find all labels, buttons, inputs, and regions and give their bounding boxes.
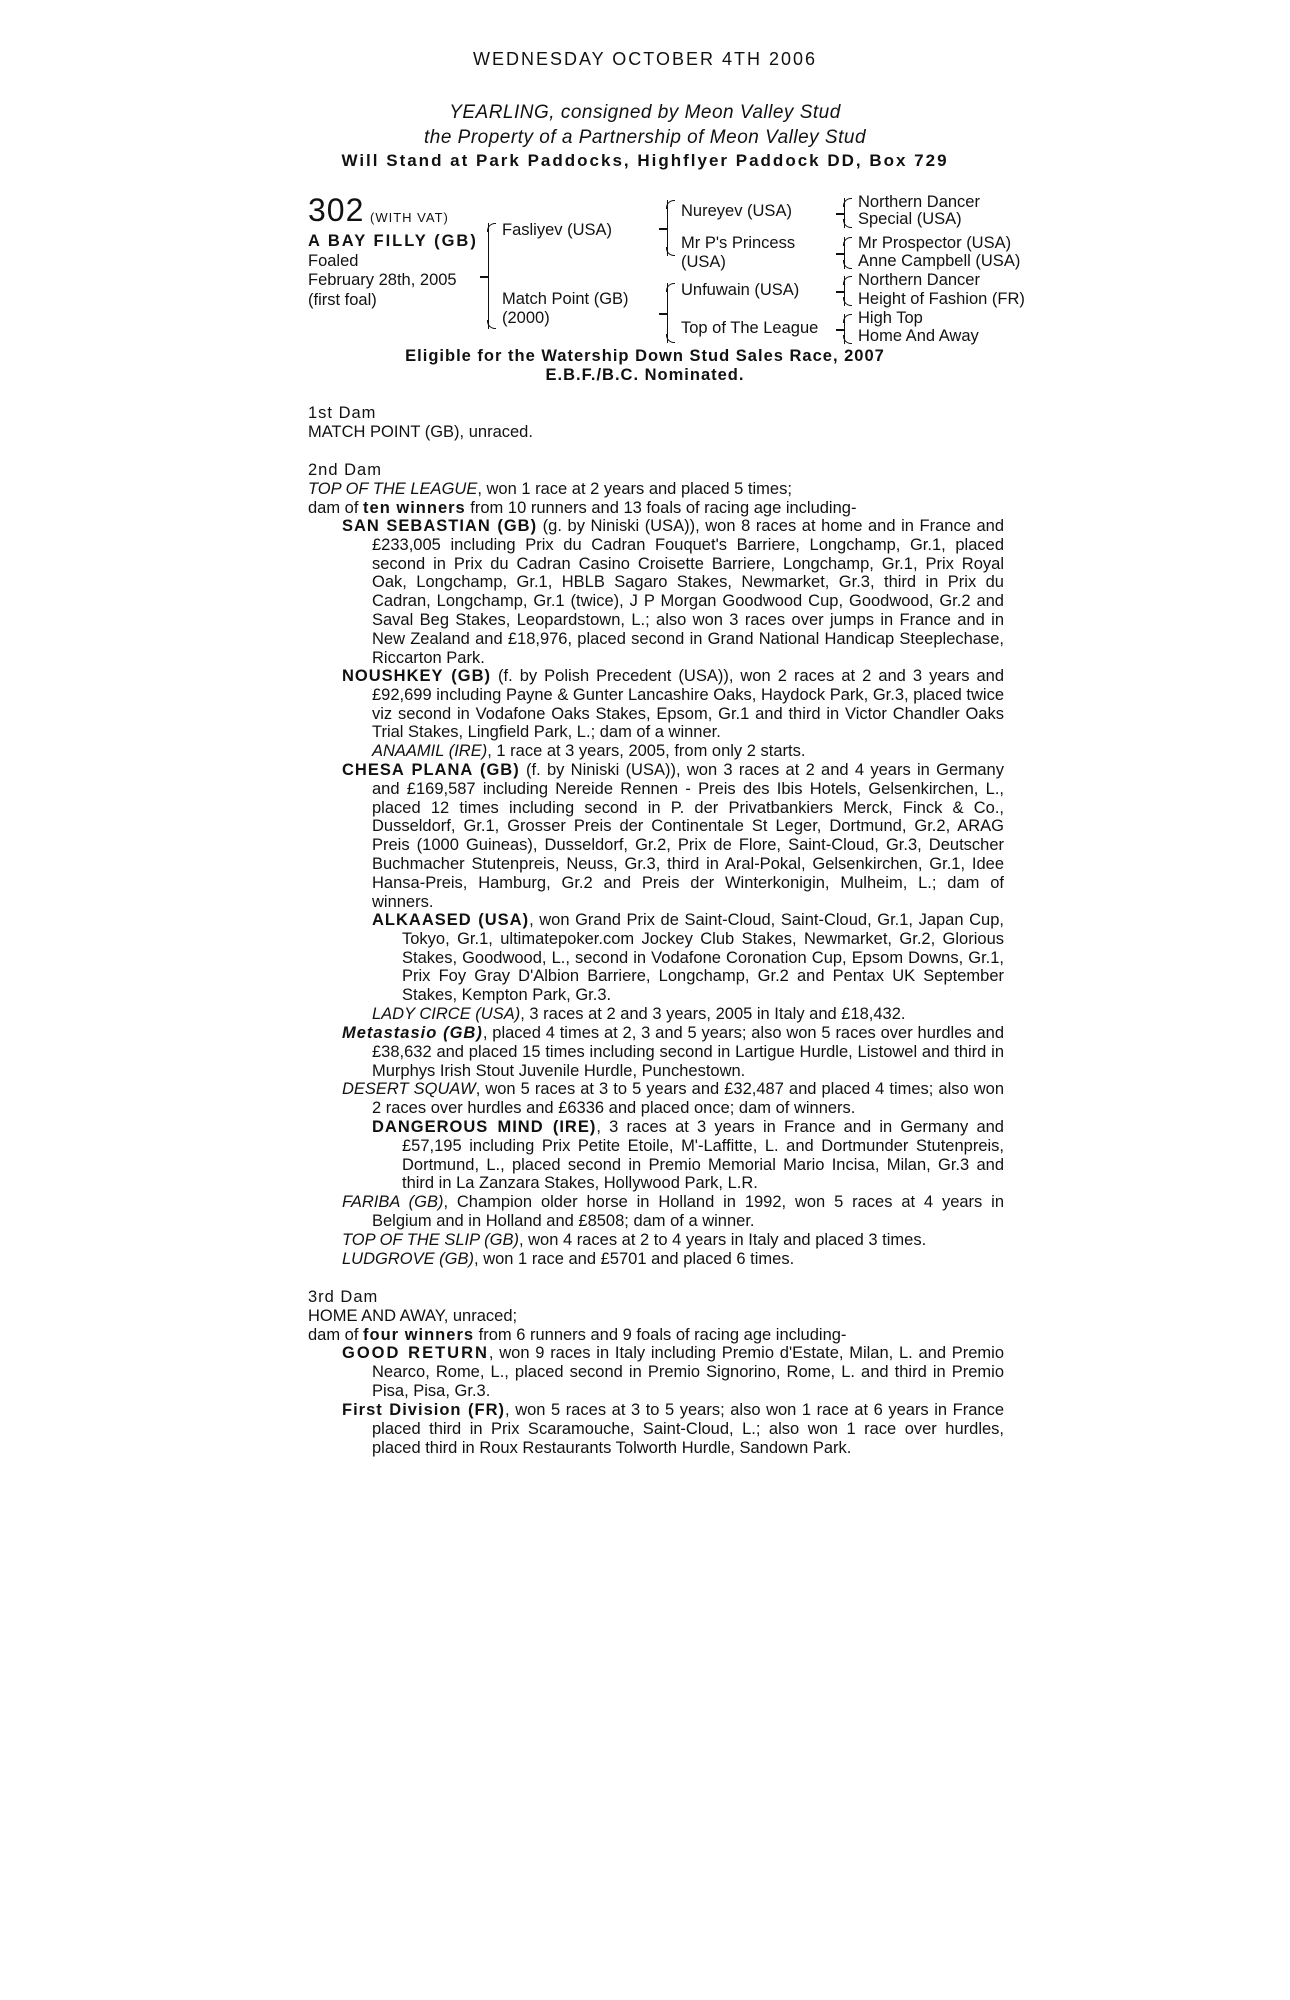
pedigree-sire-dam: Mr P's Princess: [681, 234, 796, 252]
lot-number: 302: [308, 192, 365, 228]
entry-metastasio: [342, 1024, 1004, 1080]
vat-note: (WITH VAT): [370, 210, 449, 225]
stand-location: Will Stand at Park Paddocks, Highflyer Paddock DD, Box 729: [341, 151, 949, 170]
second-dam-name: TOP OF THE LEAGUE: [308, 480, 478, 498]
entry-text: , won 1 race and £5701 and placed 6 times.: [474, 1250, 795, 1268]
entry-chesa-plana: [342, 761, 1004, 911]
entry-top-of-the-slip: [342, 1231, 926, 1250]
entry-text: (g. by Niniski (USA)), won 8 races at home and in France and £233,005 including Prix du Cadran Fouquet's Barriere, Longchamp, Gr.1, placed second in Prix du Cadran Casino Croisette Barriere, Longchamp, Gr.1, Prix Royal Oak, Longchamp, Gr.1, HBLB Sagaro Stakes, Newmarket, Gr.3, third in Prix du Cadran, Longchamp, Gr.1 (twice), J P Morgan Goodwood Cup, Goodwood, Gr.2 and Saval Beg Stakes, Leopardstown, L.; also won 3 races over jumps in France and in New Zealand and £18,976, placed second in Grand National Handicap Steeplechase, Riccarton Park.: [372, 517, 1004, 667]
winners-count: four winners: [363, 1326, 475, 1344]
pedigree-dam-year: (2000): [502, 309, 550, 327]
entry-noushkey: [342, 667, 1004, 742]
entry-name: NOUSHKEY (GB): [342, 667, 491, 685]
pedigree-ssd: Special (USA): [858, 210, 962, 228]
entry-text: , won 4 races at 2 to 4 years in Italy and placed 3 times.: [518, 1231, 927, 1249]
foaled-label: Foaled: [308, 252, 359, 270]
entry-name: CHESA PLANA (GB): [342, 761, 520, 779]
second-dam-produce: [308, 499, 856, 518]
foaled-date: February 28th, 2005: [308, 271, 457, 289]
pedigree-dss: Northern Dancer: [858, 271, 980, 289]
produce-prefix: dam of: [308, 1326, 364, 1344]
entry-san-sebastian: [342, 517, 1004, 667]
pedigree-brace-1: [488, 223, 489, 329]
pedigree-sss: Northern Dancer: [858, 193, 980, 211]
pedigree-dam-sire: Unfuwain (USA): [681, 281, 800, 299]
nomination-line: E.B.F./B.C. Nominated.: [545, 366, 745, 384]
produce-suffix: from 6 runners and 9 foals of racing age including-: [474, 1326, 847, 1344]
entry-name: TOP OF THE SLIP (GB): [342, 1231, 519, 1249]
entry-name: DESERT SQUAW: [342, 1080, 476, 1098]
second-dam-intro: [308, 480, 792, 499]
entry-name: First Division (FR): [342, 1401, 506, 1419]
pedigree-brace-3a: [844, 198, 845, 228]
pedigree-brace-dam: [667, 283, 668, 343]
foal-note: (first foal): [308, 291, 377, 309]
entry-alkaased: [372, 911, 1004, 1005]
pedigree-sire-sire: Nureyev (USA): [681, 202, 792, 220]
pedigree-brace-3d: [844, 314, 845, 344]
second-dam-record: , won 1 race at 2 years and placed 5 times;: [477, 480, 792, 498]
third-dam-produce: [308, 1326, 846, 1345]
entry-first-division: [342, 1401, 1004, 1457]
entry-text: , won Grand Prix de Saint-Cloud, Saint-Cloud, Gr.1, Japan Cup, Tokyo, Gr.1, ultimatepoker.com Jockey Club Stakes, Newmarket, Gr.2, Glorious Stakes, Goodwood, L., second in Vodafone Coronation Cup, Epsom Downs, Gr.1, Prix Foy Gray D'Albion Barriere, Longchamp, Gr.2 and Pentax UK September Stakes, Kempton Park, Gr.3.: [402, 911, 1004, 1005]
entry-name: Metastasio (GB): [342, 1024, 483, 1042]
first-dam-text: MATCH POINT (GB), unraced.: [308, 423, 533, 441]
entry-name: LUDGROVE (GB): [342, 1250, 475, 1268]
pedigree-sire-dam-2: (USA): [681, 253, 726, 271]
pedigree-sdd: Anne Campbell (USA): [858, 252, 1021, 270]
entry-anaamil: [372, 742, 805, 761]
first-dam-heading: 1st Dam: [308, 404, 377, 422]
pedigree-ddd: Home And Away: [858, 327, 979, 345]
entry-dangerous-mind: [372, 1118, 1004, 1193]
pedigree-brace-sire: [667, 200, 668, 256]
entry-text: (f. by Niniski (USA)), won 3 races at 2 and 4 years in Germany and £169,587 including Nereide Rennen - Preis des Ibis Hotels, Gelsenkirchen, L., placed 12 times including second in P. der Privatbankiers Merck, Finck & Co., Dusseldorf, Gr.1, Grosser Preis der Continentale St Leger, Dortmund, Gr.2, ARAG Preis (1000 Guineas), Dusseldorf, Gr.2, Prix de Flore, Saint-Cloud, Gr.3, Deutscher Buchmacher Stutenpreis, Neuss, Gr.3, third in Aral-Pokal, Gelsenkirchen, Gr.1, Idee Hansa-Preis, Hamburg, Gr.2 and Preis der Winterkonigin, Mulheim, L.; dam of winners.: [372, 761, 1004, 911]
second-dam-heading: 2nd Dam: [308, 461, 382, 479]
consignor-line: YEARLING, consigned by Meon Valley Stud: [449, 102, 841, 123]
entry-desert-squaw: [342, 1080, 1004, 1118]
entry-name: LADY CIRCE (USA): [372, 1005, 521, 1023]
entry-ludgrove: [342, 1250, 794, 1269]
third-dam-intro: HOME AND AWAY, unraced;: [308, 1307, 518, 1325]
entry-text: , won 5 races at 3 to 5 years and £32,487 and placed 4 times; also won 2 races over hurdles and £6336 and placed once; dam of winners.: [372, 1080, 1005, 1117]
pedigree-sds: Mr Prospector (USA): [858, 234, 1012, 252]
pedigree-brace-3c: [844, 276, 845, 306]
property-line: the Property of a Partnership of Meon Valley Stud: [423, 127, 867, 148]
produce-prefix: dam of: [308, 499, 364, 517]
sale-date: WEDNESDAY OCTOBER 4TH 2006: [472, 49, 818, 69]
entry-text: , Champion older horse in Holland in 1992, won 5 races at 4 years in Belgium and in Holland and £8508; dam of a winner.: [372, 1193, 1005, 1230]
entry-name: DANGEROUS MIND (IRE): [372, 1118, 597, 1136]
entry-text: , won 9 races in Italy including Premio d'Estate, Milan, L. and Premio Nearco, Rome, L., placed second in Premio Signorino, Rome, L. and third in Premio Pisa, Pisa, Gr.3.: [372, 1344, 1005, 1400]
entry-text: , 3 races at 2 and 3 years, 2005 in Italy and £18,432.: [520, 1005, 906, 1023]
entry-text: , won 5 races at 3 to 5 years; also won 1 race at 6 years in France placed third in Prix Scaramouche, Saint-Cloud, L.; also won 1 race over hurdles, placed third in Roux Restaurants Tolworth Hurdle, Sandown Park.: [372, 1401, 1004, 1457]
winners-count: ten winners: [363, 499, 466, 517]
third-dam-heading: 3rd Dam: [308, 1288, 379, 1306]
pedigree-dam-dam: Top of The League: [681, 319, 819, 337]
lot-name: A BAY FILLY (GB): [308, 232, 478, 250]
pedigree-sire: Fasliyev (USA): [502, 221, 613, 239]
entry-name: ALKAASED (USA): [372, 911, 530, 929]
entry-text: , placed 4 times at 2, 3 and 5 years; also won 5 races over hurdles and £38,632 and placed 15 times including second in Lartigue Hurdle, Listowel and third in Murphys Irish Stout Juvenile Hurdle, Punchestown.: [372, 1024, 1005, 1080]
entry-good-return: [342, 1344, 1004, 1400]
entry-name: GOOD RETURN: [342, 1344, 489, 1362]
entry-text: , 1 race at 3 years, 2005, from only 2 starts.: [487, 742, 806, 760]
produce-suffix: from 10 runners and 13 foals of racing age including-: [465, 499, 857, 517]
pedigree-brace-3b: [844, 237, 845, 269]
entry-name: SAN SEBASTIAN (GB): [342, 517, 538, 535]
pedigree-dsd: Height of Fashion (FR): [858, 290, 1025, 308]
eligibility-line: Eligible for the Watership Down Stud Sales Race, 2007: [405, 347, 885, 365]
entry-fariba: [342, 1193, 1004, 1231]
pedigree-dds: High Top: [858, 309, 923, 327]
entry-name: FARIBA (GB): [342, 1193, 444, 1211]
entry-text: , 3 races at 3 years in France and in Germany and £57,195 including Prix Petite Etoile, M'-Laffitte, L. and Dortmunder Stutenpreis, Dortmund, L., placed second in Premio Memorial Mario Incisa, Milan, Gr.3 and third in La Zanzara Stakes, Hollywood Park, L.R.: [402, 1118, 1004, 1193]
pedigree-dam: Match Point (GB): [502, 290, 629, 308]
entry-lady-circe: [372, 1005, 906, 1024]
entry-text: (f. by Polish Precedent (USA)), won 2 races at 2 and 3 years and £92,699 including Payne & Gunter Lancashire Oaks, Haydock Park, Gr.3, placed twice viz second in Vodafone Oaks Stakes, Epsom, Gr.1 and third in Victor Chandler Oaks Trial Stakes, Lingfield Park, L.; dam of a winner.: [372, 667, 1005, 742]
entry-name: ANAAMIL (IRE): [372, 742, 488, 760]
